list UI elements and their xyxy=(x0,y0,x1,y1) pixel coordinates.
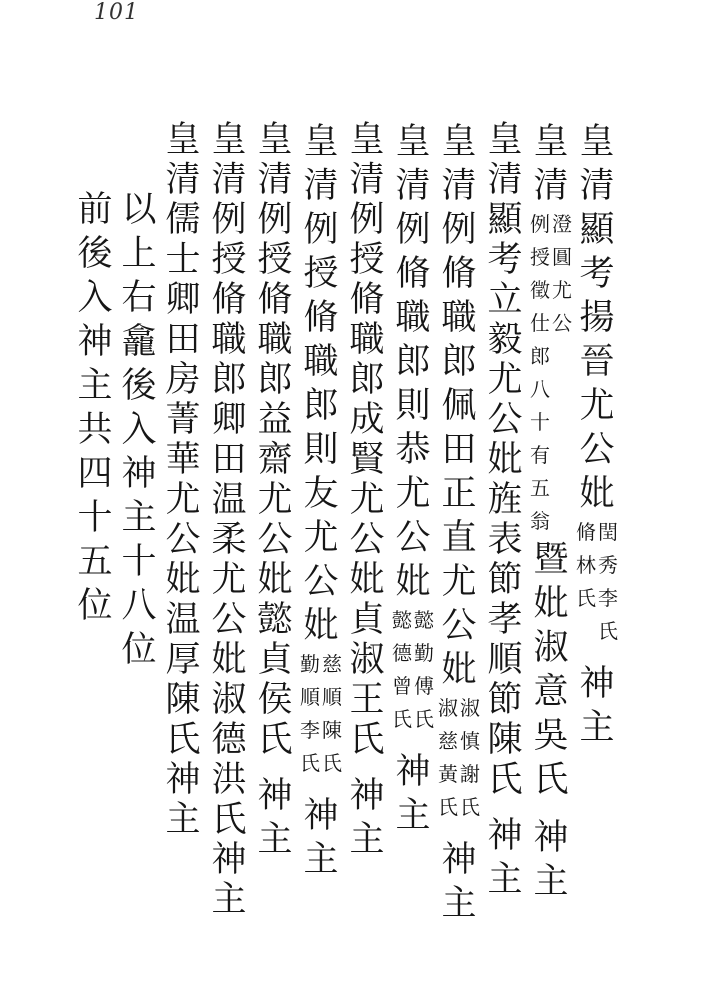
character: 神 xyxy=(533,818,569,858)
character: 毅 xyxy=(487,320,523,360)
character: 淑 xyxy=(533,628,569,668)
shenzhu-label xyxy=(344,774,390,862)
character: 菁 xyxy=(165,400,201,440)
tablet-column xyxy=(206,120,252,920)
tablet-column xyxy=(390,120,436,838)
character: 職 xyxy=(441,298,477,338)
character: 龕 xyxy=(121,322,157,362)
character: 懿 xyxy=(392,608,412,632)
character: 主 xyxy=(77,366,113,406)
character: 尤 xyxy=(579,386,615,426)
character: 後 xyxy=(77,234,113,274)
character: 妣 xyxy=(211,640,247,680)
character: 主 xyxy=(441,884,477,924)
character: 陳 xyxy=(322,718,342,742)
note-line xyxy=(437,692,459,824)
tablet-column xyxy=(344,120,390,862)
character: 尤 xyxy=(257,480,293,520)
character: 共 xyxy=(77,410,113,450)
character: 厚 xyxy=(165,640,201,680)
character: 有 xyxy=(530,443,550,467)
character: 例 xyxy=(395,210,431,250)
note-line xyxy=(529,208,551,538)
character: 授 xyxy=(530,245,550,269)
character: 位 xyxy=(121,630,157,670)
character: 清 xyxy=(303,166,339,206)
character: 德 xyxy=(211,720,247,760)
character: 清 xyxy=(257,160,293,200)
character: 公 xyxy=(257,520,293,560)
character: 八 xyxy=(121,586,157,626)
character: 懿 xyxy=(414,608,434,632)
character: 入 xyxy=(121,410,157,450)
character: 脩 xyxy=(576,520,596,544)
character: 公 xyxy=(487,400,523,440)
character: 翁 xyxy=(530,509,550,533)
character: 懿 xyxy=(257,600,293,640)
character: 皇 xyxy=(211,120,247,160)
tablet-column xyxy=(574,120,620,750)
note-line xyxy=(321,648,343,780)
character: 妣 xyxy=(349,560,385,600)
character: 皇 xyxy=(303,122,339,162)
character: 妣 xyxy=(257,560,293,600)
character: 清 xyxy=(211,160,247,200)
character: 氏 xyxy=(349,720,385,760)
character: 意 xyxy=(533,672,569,712)
character: 皇 xyxy=(349,120,385,160)
character: 皇 xyxy=(533,122,569,162)
character: 職 xyxy=(349,320,385,360)
character: 氏 xyxy=(487,760,523,800)
tablet-column xyxy=(298,120,344,882)
character: 神 xyxy=(257,776,293,816)
character: 妣 xyxy=(165,560,201,600)
character: 例 xyxy=(530,212,550,236)
character: 四 xyxy=(77,454,113,494)
character: 立 xyxy=(487,280,523,320)
note-line xyxy=(459,692,481,824)
character: 例 xyxy=(441,210,477,250)
shenzhu-label xyxy=(252,774,298,862)
character: 田 xyxy=(211,440,247,480)
character: 神 xyxy=(349,776,385,816)
character: 慈 xyxy=(438,729,458,753)
character: 清 xyxy=(441,166,477,206)
character: 清 xyxy=(533,166,569,206)
character: 十 xyxy=(121,542,157,582)
shenzhu-label xyxy=(298,794,344,882)
interlinear-note xyxy=(574,516,620,648)
character: 尤 xyxy=(211,560,247,600)
character: 妣 xyxy=(487,440,523,480)
character: 職 xyxy=(211,320,247,360)
character: 友 xyxy=(303,474,339,514)
character: 王 xyxy=(349,680,385,720)
character: 皇 xyxy=(487,120,523,160)
character: 神 xyxy=(395,752,431,792)
character: 神 xyxy=(441,840,477,880)
character: 郎 xyxy=(530,344,550,368)
character: 佩 xyxy=(441,386,477,426)
character: 卿 xyxy=(165,280,201,320)
character: 曾 xyxy=(392,674,412,698)
character: 房 xyxy=(165,360,201,400)
character: 入 xyxy=(77,278,113,318)
character: 妣 xyxy=(303,606,339,646)
character: 神 xyxy=(579,664,615,704)
character: 尤 xyxy=(165,480,201,520)
character: 皇 xyxy=(579,122,615,162)
character: 以 xyxy=(121,190,157,230)
character: 慈 xyxy=(322,652,342,676)
interlinear-note xyxy=(436,692,482,824)
character: 氏 xyxy=(533,760,569,800)
character: 侯 xyxy=(257,680,293,720)
character: 淑 xyxy=(460,696,480,720)
character: 華 xyxy=(165,440,201,480)
character: 黃 xyxy=(438,762,458,786)
character: 氏 xyxy=(414,707,434,731)
character: 郎 xyxy=(257,360,293,400)
character: 儒 xyxy=(165,200,201,240)
character: 賢 xyxy=(349,440,385,480)
note-line xyxy=(413,604,435,736)
character: 林 xyxy=(576,553,596,577)
character: 秀 xyxy=(598,553,618,577)
character: 神 xyxy=(487,816,523,856)
character: 貞 xyxy=(257,640,293,680)
character: 氏 xyxy=(257,720,293,760)
character: 尤 xyxy=(552,278,572,302)
tablet-column xyxy=(252,120,298,862)
tablet-column xyxy=(528,120,574,904)
character: 勤 xyxy=(300,652,320,676)
character: 晉 xyxy=(579,342,615,382)
character: 神 xyxy=(77,322,113,362)
character: 尤 xyxy=(441,562,477,602)
character: 德 xyxy=(392,641,412,665)
character: 主 xyxy=(303,840,339,880)
character: 考 xyxy=(487,240,523,280)
character: 氏 xyxy=(322,751,342,775)
character: 例 xyxy=(303,210,339,250)
character: 徵 xyxy=(530,278,550,302)
character: 氏 xyxy=(165,720,201,760)
character: 貞 xyxy=(349,600,385,640)
character: 妣 xyxy=(441,650,477,690)
character: 勤 xyxy=(414,641,434,665)
character: 神 xyxy=(303,796,339,836)
character: 主 xyxy=(487,860,523,900)
character: 皇 xyxy=(165,120,201,160)
character: 氏 xyxy=(598,619,618,643)
character: 成 xyxy=(349,400,385,440)
character: 清 xyxy=(349,160,385,200)
character: 慎 xyxy=(460,729,480,753)
character: 主 xyxy=(579,708,615,748)
interlinear-note xyxy=(528,208,574,538)
character: 上 xyxy=(121,234,157,274)
summary-line xyxy=(116,188,162,672)
character: 例 xyxy=(211,200,247,240)
character: 例 xyxy=(349,200,385,240)
summary-line xyxy=(72,188,118,628)
character: 五 xyxy=(77,542,113,582)
character: 齋 xyxy=(257,440,293,480)
character: 妣 xyxy=(579,474,615,514)
character: 公 xyxy=(552,311,572,335)
character: 温 xyxy=(165,600,201,640)
character: 尤 xyxy=(303,518,339,558)
character: 妣 xyxy=(395,562,431,602)
character: 神 xyxy=(165,760,201,800)
character: 旌 xyxy=(487,480,523,520)
shenzhu-label xyxy=(436,838,482,926)
character: 氏 xyxy=(392,707,412,731)
character: 柔 xyxy=(211,520,247,560)
character: 清 xyxy=(579,166,615,206)
character: 皇 xyxy=(441,122,477,162)
character: 郎 xyxy=(211,360,247,400)
character: 表 xyxy=(487,520,523,560)
character: 田 xyxy=(165,320,201,360)
character: 則 xyxy=(395,386,431,426)
character: 前 xyxy=(77,190,113,230)
character: 脩 xyxy=(441,254,477,294)
character: 氏 xyxy=(438,795,458,819)
character: 位 xyxy=(77,586,113,626)
character: 則 xyxy=(303,430,339,470)
character: 脩 xyxy=(349,280,385,320)
character: 淑 xyxy=(211,680,247,720)
character: 妣 xyxy=(533,584,569,624)
note-line xyxy=(299,648,321,780)
character: 神 xyxy=(121,454,157,494)
character: 氏 xyxy=(460,795,480,819)
character: 皇 xyxy=(395,122,431,162)
character: 顯 xyxy=(579,210,615,250)
character: 十 xyxy=(530,410,550,434)
character: 氏 xyxy=(576,586,596,610)
character: 公 xyxy=(395,518,431,558)
character: 淑 xyxy=(438,696,458,720)
character: 授 xyxy=(303,254,339,294)
tablet-column xyxy=(482,120,528,902)
character: 淑 xyxy=(349,640,385,680)
character: 節 xyxy=(487,560,523,600)
character: 右 xyxy=(121,278,157,318)
shenzhu-label xyxy=(482,814,528,902)
character: 順 xyxy=(300,685,320,709)
character: 公 xyxy=(579,430,615,470)
character: 郎 xyxy=(395,342,431,382)
character: 五 xyxy=(530,476,550,500)
character: 考 xyxy=(579,254,615,294)
character: 順 xyxy=(487,640,523,680)
character: 清 xyxy=(395,166,431,206)
interlinear-note xyxy=(390,604,436,736)
character: 揚 xyxy=(579,298,615,338)
character: 公 xyxy=(165,520,201,560)
character: 主 xyxy=(533,862,569,902)
character: 傅 xyxy=(414,674,434,698)
character: 卿 xyxy=(211,400,247,440)
shenzhu-label xyxy=(528,816,574,904)
character: 授 xyxy=(211,240,247,280)
character: 吳 xyxy=(533,716,569,756)
tablet-column xyxy=(436,120,482,926)
character: 閏 xyxy=(598,520,618,544)
character: 謝 xyxy=(460,762,480,786)
character: 暨 xyxy=(533,540,569,580)
character: 節 xyxy=(487,680,523,720)
interlinear-note xyxy=(298,648,344,780)
character: 脩 xyxy=(395,254,431,294)
character: 清 xyxy=(165,160,201,200)
character: 李 xyxy=(598,586,618,610)
character: 士 xyxy=(165,240,201,280)
character: 益 xyxy=(257,400,293,440)
character: 授 xyxy=(257,240,293,280)
character: 尤 xyxy=(395,474,431,514)
note-line xyxy=(597,516,619,648)
character: 公 xyxy=(211,600,247,640)
character: 顯 xyxy=(487,200,523,240)
character: 尤 xyxy=(487,360,523,400)
character: 職 xyxy=(257,320,293,360)
character: 公 xyxy=(349,520,385,560)
character: 主 xyxy=(165,800,201,840)
character: 職 xyxy=(395,298,431,338)
character: 氏 xyxy=(211,800,247,840)
tablet-column xyxy=(160,120,206,840)
character: 公 xyxy=(441,606,477,646)
character: 仕 xyxy=(530,311,550,335)
character: 職 xyxy=(303,342,339,382)
character: 清 xyxy=(487,160,523,200)
character: 郎 xyxy=(303,386,339,426)
character: 授 xyxy=(349,240,385,280)
note-line xyxy=(391,604,413,736)
character: 李 xyxy=(300,718,320,742)
character: 主 xyxy=(349,820,385,860)
character: 恭 xyxy=(395,430,431,470)
character: 皇 xyxy=(257,120,293,160)
character: 脩 xyxy=(257,280,293,320)
character: 正 xyxy=(441,474,477,514)
character: 脩 xyxy=(211,280,247,320)
note-line xyxy=(551,208,573,538)
character: 温 xyxy=(211,480,247,520)
character: 洪 xyxy=(211,760,247,800)
shenzhu-label xyxy=(390,750,436,838)
character: 後 xyxy=(121,366,157,406)
character: 直 xyxy=(441,518,477,558)
shenzhu-label xyxy=(574,662,620,750)
character: 神 xyxy=(211,840,247,880)
character: 主 xyxy=(395,796,431,836)
character: 陳 xyxy=(165,680,201,720)
character: 十 xyxy=(77,498,113,538)
character: 尤 xyxy=(349,480,385,520)
character: 例 xyxy=(257,200,293,240)
character: 澄 xyxy=(552,212,572,236)
character: 八 xyxy=(530,377,550,401)
page-number: 101 xyxy=(94,0,139,25)
character: 脩 xyxy=(303,298,339,338)
character: 主 xyxy=(121,498,157,538)
character: 順 xyxy=(322,685,342,709)
character: 孝 xyxy=(487,600,523,640)
character: 郎 xyxy=(441,342,477,382)
character: 郎 xyxy=(349,360,385,400)
character: 主 xyxy=(257,820,293,860)
note-line xyxy=(575,516,597,648)
character: 公 xyxy=(303,562,339,602)
character: 田 xyxy=(441,430,477,470)
character: 圓 xyxy=(552,245,572,269)
character: 主 xyxy=(211,880,247,920)
character: 陳 xyxy=(487,720,523,760)
character: 氏 xyxy=(300,751,320,775)
